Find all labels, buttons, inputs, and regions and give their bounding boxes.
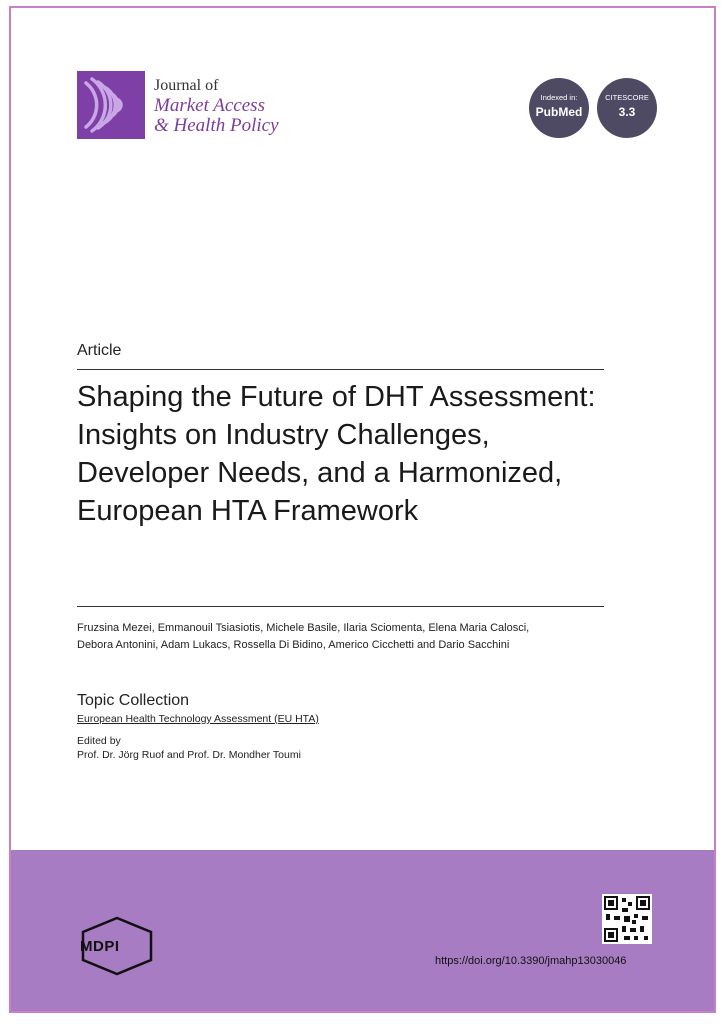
journal-name	[154, 76, 279, 136]
article-title: Shaping the Future of DHT Assessment: Insights on Industry Challenges, Developer Needs, and a Harmonized, European HTA Framework	[77, 381, 596, 527]
author-list	[77, 620, 617, 654]
journal-name-line1: Journal of	[154, 77, 219, 94]
pubmed-badge[interactable]	[529, 78, 589, 138]
divider	[77, 606, 604, 607]
article-type: Article	[77, 342, 122, 359]
citescore-badge[interactable]	[597, 78, 657, 138]
qr-code-icon	[602, 894, 652, 944]
author-list-line2: Debora Antonini, Adam Lukacs, Rossella Di Bidino, Americo Cicchetti and Dario Sacchini	[77, 639, 510, 651]
editors: Prof. Dr. Jörg Ruof and Prof. Dr. Mondher Toumi	[77, 749, 301, 761]
journal-name-line3: & Health Policy	[154, 115, 279, 136]
topic-collection-link[interactable]: European Health Technology Assessment (EU HTA)	[77, 713, 319, 725]
citescore-badge-value: 3.3	[618, 105, 636, 119]
publisher-name: MDPI	[80, 938, 120, 955]
author-list-line1: Fruzsina Mezei, Emmanouil Tsiasiotis, Michele Basile, Ilaria Sciomenta, Elena Maria Calosci,	[77, 622, 530, 634]
citescore-badge-caption: CITESCORE	[605, 93, 649, 102]
edited-by-label: Edited by	[77, 735, 121, 747]
topic-collection-heading: Topic Collection	[77, 692, 190, 709]
footer-band	[11, 850, 714, 1011]
journal-logo-icon	[77, 71, 145, 139]
journal-name-line2: Market Access	[154, 95, 265, 116]
doi-link[interactable]: https://doi.org/10.3390/jmahp13030046	[435, 955, 627, 967]
pubmed-badge-caption: Indexed in:	[540, 93, 578, 102]
pubmed-badge-label: PubMed	[535, 105, 583, 119]
page-frame	[9, 6, 716, 1013]
divider	[77, 369, 604, 370]
